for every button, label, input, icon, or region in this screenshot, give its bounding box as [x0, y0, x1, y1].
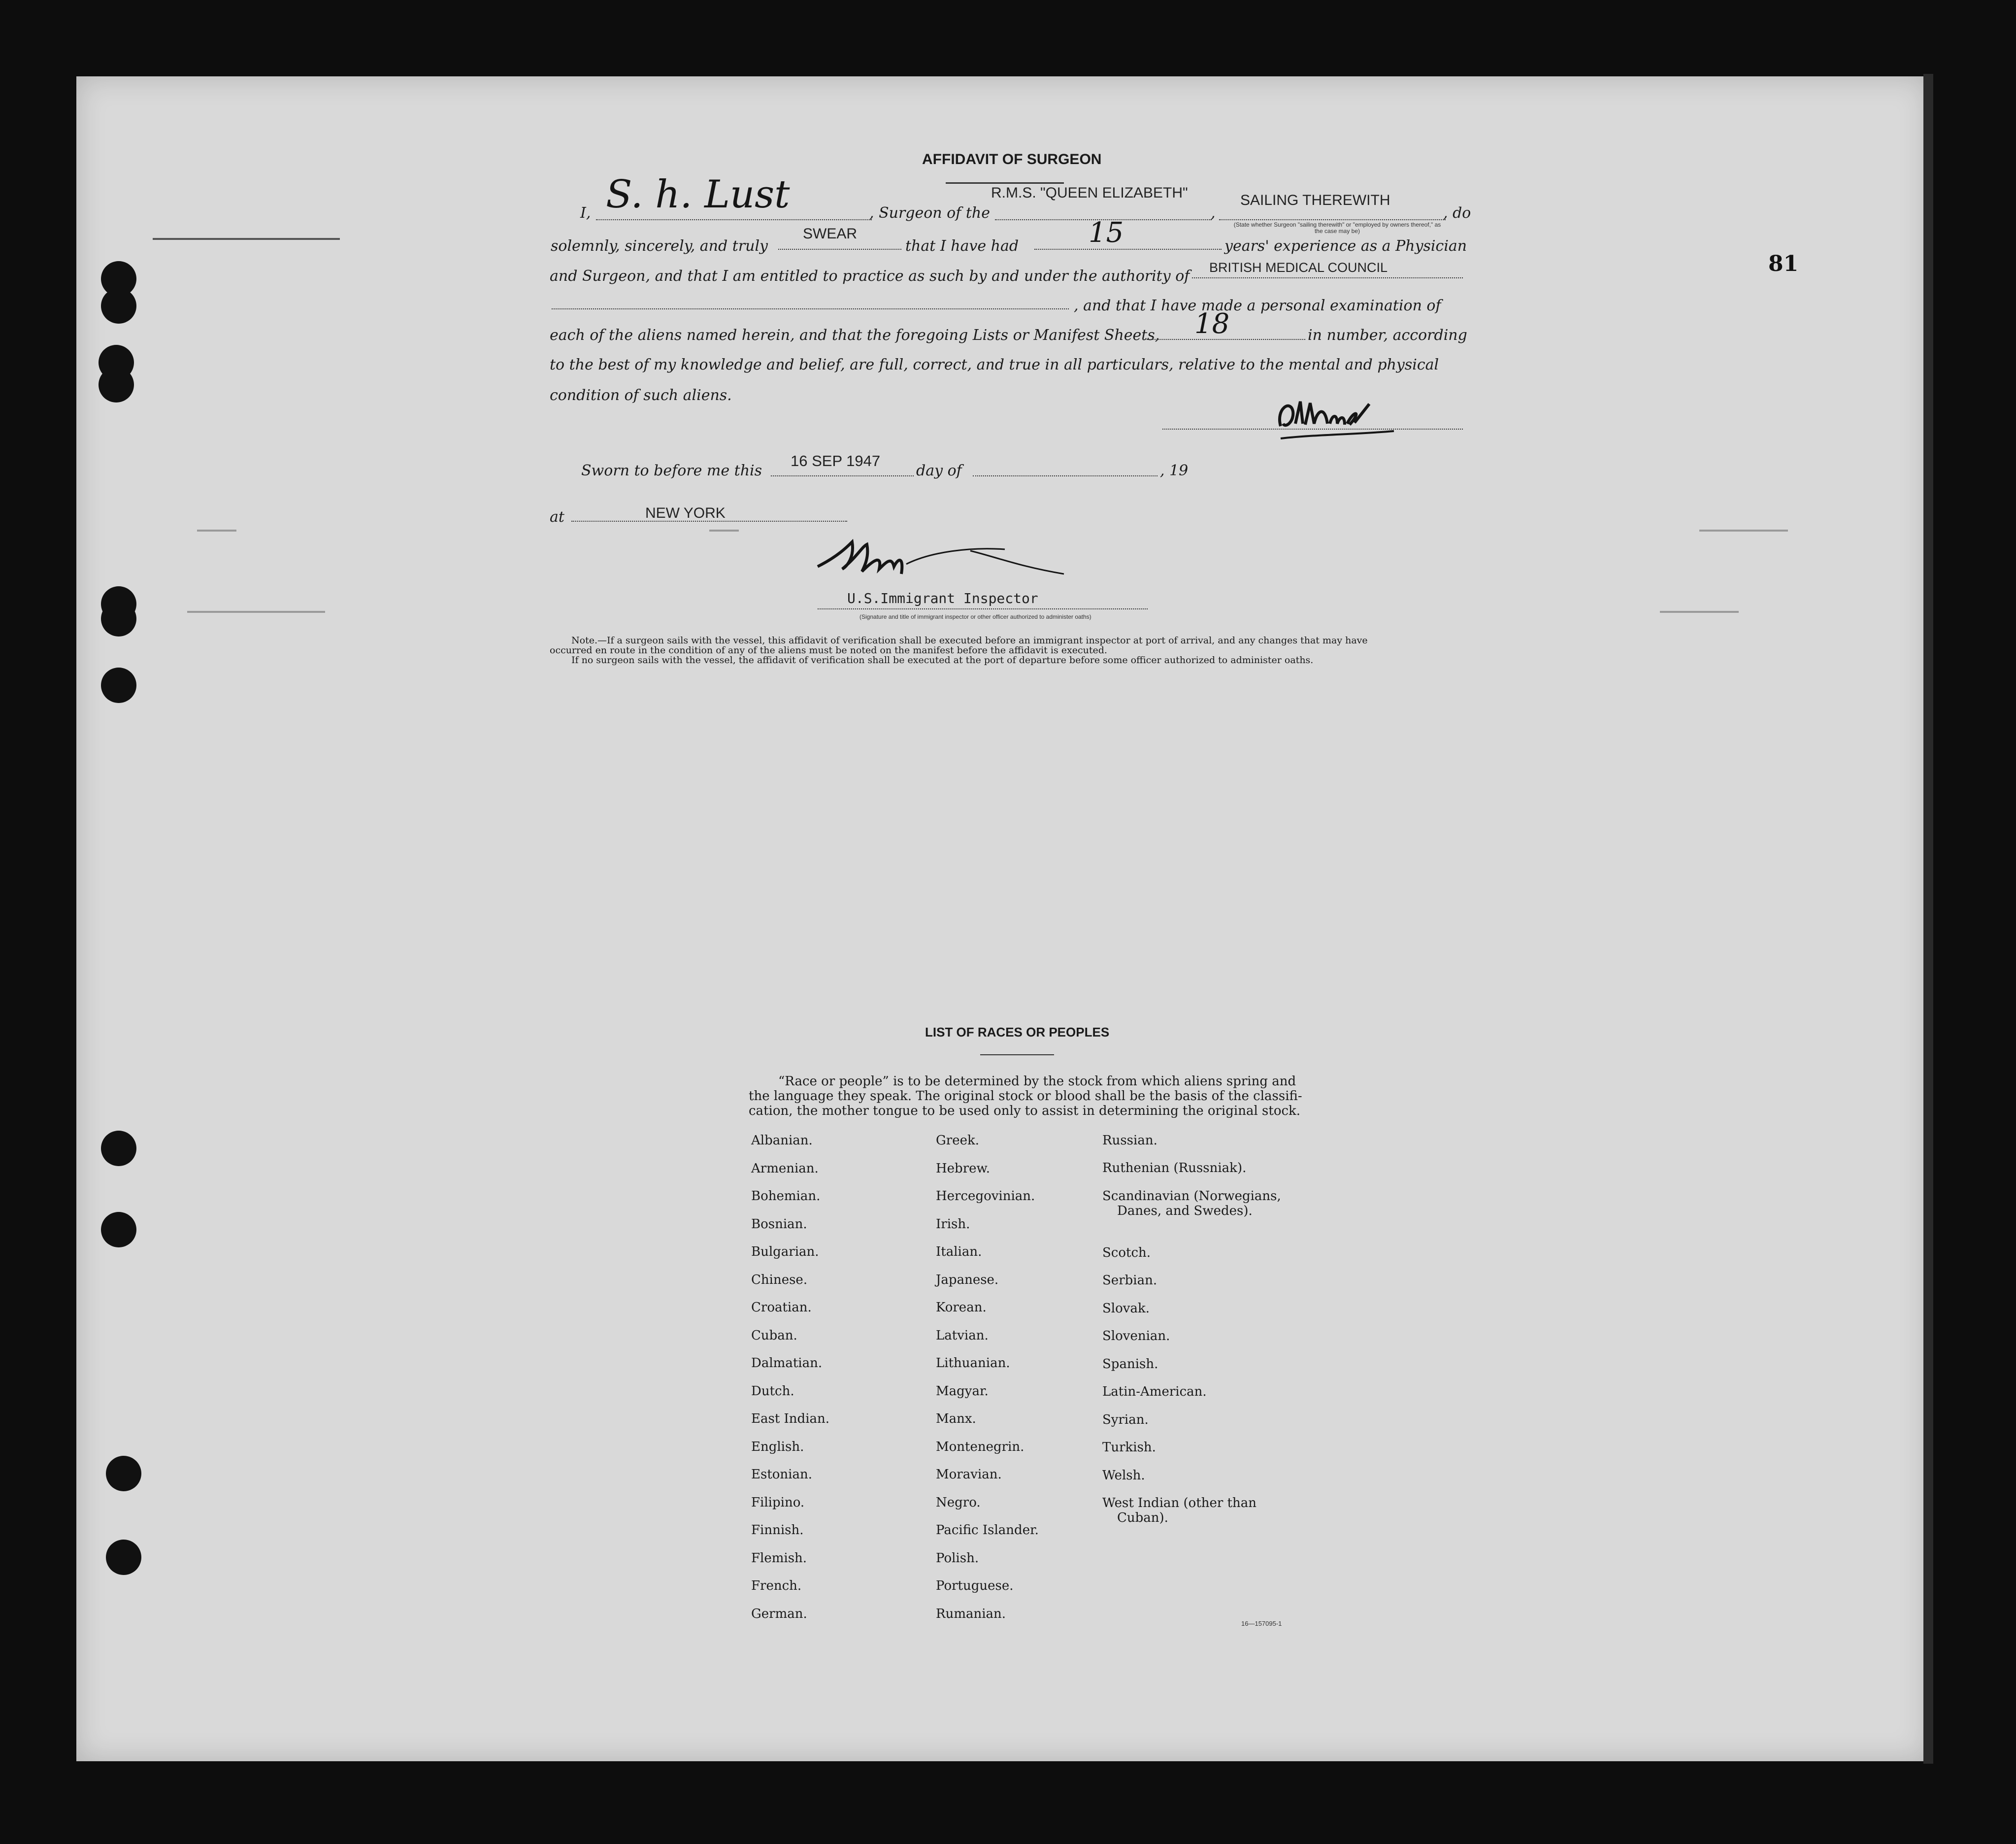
race-entry: Polish. — [936, 1550, 979, 1566]
inspector-title: U.S.Immigrant Inspector — [847, 590, 1038, 606]
race-entry: Flemish. — [751, 1550, 807, 1566]
race-entry: Japanese. — [936, 1272, 999, 1287]
surgeon-capacity: SAILING THEREWITH — [1240, 192, 1390, 208]
bleed-through-rule — [709, 530, 739, 532]
comma: , — [1211, 204, 1216, 222]
race-entry: Italian. — [936, 1244, 982, 1259]
race-entry: Montenegrin. — [936, 1439, 1025, 1454]
vessel-name: R.M.S. "QUEEN ELIZABETH" — [991, 185, 1188, 201]
affidavit-note-2: occurred en route in the condition of any of the aliens must be noted on the manifest before the affidavit is executed. — [550, 645, 1107, 656]
affidavit-note-1: Note.—If a surgeon sails with the vessel, this affidavit of verification shall be executed before an immigrant inspector at port of arrival, and any changes that may have — [571, 635, 1368, 646]
authority-body: BRITISH MEDICAL COUNCIL — [1209, 260, 1388, 275]
years-experience: 15 — [1089, 217, 1124, 249]
condition-text: condition of such aliens. — [550, 387, 732, 404]
month-line — [973, 475, 1157, 476]
race-entry: Slovenian. — [1102, 1329, 1170, 1343]
affidavit-title: AFFIDAVIT OF SURGEON — [922, 151, 1102, 168]
race-entry: Serbian. — [1102, 1273, 1157, 1288]
race-entry: Rumanian. — [936, 1606, 1006, 1621]
bleed-through-rule — [1699, 530, 1788, 532]
race-entry: Latin-American. — [1102, 1384, 1207, 1399]
punch-hole — [101, 601, 136, 637]
physician-text: years' experience as a Physician — [1224, 237, 1467, 255]
race-entry: Filipino. — [751, 1495, 805, 1510]
race-entry: Finnish. — [751, 1523, 804, 1538]
punch-hole — [106, 1540, 141, 1575]
capacity-line — [1219, 219, 1446, 220]
sworn-date-line — [771, 475, 914, 476]
at-label: at — [550, 508, 564, 526]
punch-hole — [101, 288, 136, 324]
race-entry: Dalmatian. — [751, 1356, 823, 1371]
sheets-line — [1143, 339, 1305, 340]
year-prefix: , 19 — [1160, 462, 1189, 479]
inspector-signature — [808, 527, 1074, 581]
authority-text: and Surgeon, and that I am entitled to practice as such by and under the authority of — [550, 268, 1190, 285]
race-entry: Spanish. — [1102, 1357, 1158, 1372]
oath-prefix: I, — [580, 204, 591, 222]
surgeon-of-label: , Surgeon of the — [869, 204, 990, 222]
place-line — [571, 521, 847, 522]
capacity-note: (State whether Surgeon "sailing therewith" or "employed by owners thereof," as the case may be) — [1233, 221, 1441, 235]
races-title: LIST OF RACES OR PEOPLES — [925, 1025, 1110, 1039]
race-entry: Scandinavian (Norwegians, — [1102, 1189, 1281, 1204]
number-text: in number, according — [1308, 327, 1467, 344]
sworn-text: Sworn to before me this — [581, 462, 762, 479]
race-entry: Scotch. — [1102, 1245, 1151, 1260]
race-entry: Irish. — [936, 1216, 970, 1232]
race-entry: Bulgarian. — [751, 1244, 819, 1259]
race-entry: Greek. — [936, 1133, 979, 1148]
race-entry: Bohemian. — [751, 1189, 821, 1204]
affidavit-note-3: If no surgeon sails with the vessel, the affidavit of verification shall be executed at the port of departure before some officer authorized to administer oaths. — [571, 655, 1314, 666]
race-entry: East Indian. — [751, 1411, 830, 1426]
race-entry: Lithuanian. — [936, 1356, 1010, 1371]
race-entry: Cuban). — [1117, 1510, 1168, 1525]
punch-hole — [106, 1456, 141, 1491]
race-entry: Croatian. — [751, 1300, 812, 1315]
form-number: 16—157095-1 — [1241, 1620, 1282, 1627]
race-entry: Negro. — [936, 1495, 981, 1510]
race-entry: Albanian. — [751, 1133, 813, 1148]
race-entry: Russian. — [1102, 1133, 1157, 1148]
race-entry: French. — [751, 1578, 802, 1593]
race-entry: Hebrew. — [936, 1161, 990, 1176]
bleed-through-rule — [197, 530, 236, 532]
punch-hole — [101, 1131, 136, 1166]
race-entry: West Indian (other than — [1102, 1496, 1257, 1510]
years-line — [1034, 249, 1222, 250]
manifest-text: each of the aliens named herein, and that the foregoing Lists or Manifest Sheets, — [550, 327, 1160, 344]
race-entry: Slovak. — [1102, 1301, 1150, 1316]
race-entry: Syrian. — [1102, 1412, 1149, 1427]
page-edge — [1923, 74, 1933, 1764]
surgeon-signature — [1271, 389, 1414, 448]
race-entry: German. — [751, 1606, 807, 1621]
race-entry: Chinese. — [751, 1272, 808, 1287]
bleed-through-rule — [1660, 611, 1739, 613]
solemnly-text: solemnly, sincerely, and truly — [551, 237, 768, 255]
race-entry: Danes, and Swedes). — [1117, 1204, 1253, 1218]
race-entry: Bosnian. — [751, 1216, 807, 1232]
punch-hole — [101, 1212, 136, 1247]
punch-hole — [101, 668, 136, 703]
race-entry: Moravian. — [936, 1467, 1002, 1482]
bleed-through-rule — [153, 238, 340, 240]
page-number: 81 — [1768, 251, 1799, 276]
race-entry: Latvian. — [936, 1328, 989, 1343]
authority-continued-line — [552, 308, 1069, 309]
race-entry: Portuguese. — [936, 1578, 1014, 1593]
race-entry: Turkish. — [1102, 1440, 1156, 1455]
races-intro-3: cation, the mother tongue to be used only to assist in determining the original stock. — [749, 1104, 1301, 1118]
punch-hole — [99, 367, 134, 402]
race-entry: Armenian. — [751, 1161, 819, 1176]
surgeon-name-signature: S. h. Lust — [606, 172, 790, 217]
races-intro-2: the language they speak. The original stock or blood shall be the basis of the classifi- — [749, 1089, 1302, 1104]
sworn-place: NEW YORK — [645, 505, 726, 521]
race-entry: Dutch. — [751, 1383, 794, 1399]
race-entry: Magyar. — [936, 1383, 989, 1399]
oath-do: , do — [1443, 204, 1471, 222]
bleed-through-rule — [187, 611, 325, 613]
day-of-text: day of — [916, 462, 962, 479]
race-entry: Manx. — [936, 1411, 976, 1426]
examination-text: , and that I have made a personal examination of — [1074, 297, 1441, 314]
races-intro-1: “Race or people” is to be determined by the stock from which aliens spring and — [778, 1074, 1296, 1089]
race-entry: Ruthenian (Russniak). — [1102, 1161, 1247, 1175]
race-entry: English. — [751, 1439, 804, 1454]
race-entry: Estonian. — [751, 1467, 812, 1482]
oath-type: SWEAR — [803, 226, 858, 242]
race-entry: Welsh. — [1102, 1468, 1145, 1483]
race-entry: Hercegovinian. — [936, 1189, 1035, 1204]
inspector-caption: (Signature and title of immigrant inspector or other officer authorized to administer oaths) — [859, 613, 1091, 620]
oath-line — [778, 249, 901, 250]
experience-text: that I have had — [905, 237, 1019, 255]
inspector-line — [818, 608, 1148, 609]
title-underline — [946, 182, 1064, 184]
knowledge-text: to the best of my knowledge and belief, are full, correct, and true in all particulars, relative to the mental and physical — [550, 356, 1439, 373]
date-stamp: 16 SEP 1947 — [791, 452, 881, 469]
race-entry: Pacific Islander. — [936, 1523, 1039, 1538]
race-entry: Cuban. — [751, 1328, 797, 1343]
manifest-sheet-count: 18 — [1194, 308, 1230, 340]
surgeon-name-line — [596, 219, 872, 220]
authority-line — [1192, 277, 1463, 278]
race-entry: Korean. — [936, 1300, 987, 1315]
races-title-underline — [980, 1054, 1054, 1055]
